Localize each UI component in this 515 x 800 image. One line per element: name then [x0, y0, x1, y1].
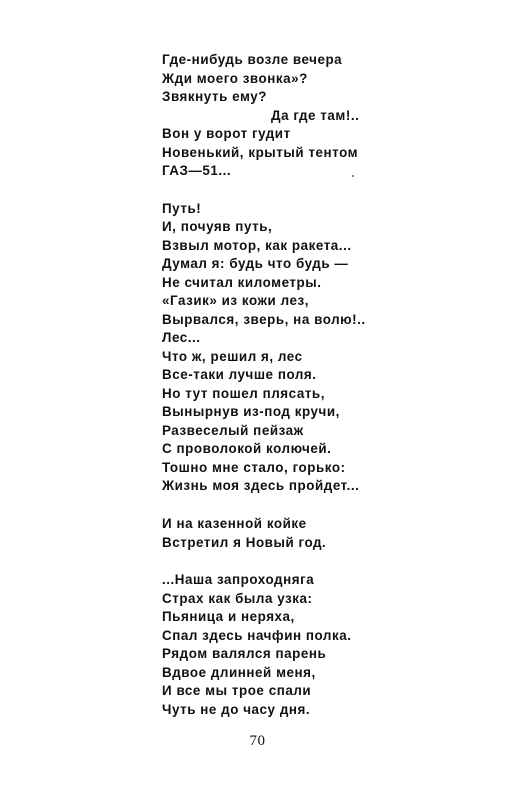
poem-line: Думал я: будь что будь —	[162, 256, 349, 271]
poem-line: Развеселый пейзаж	[162, 423, 304, 438]
poem-line: Не считал километры.	[162, 275, 322, 290]
poem-line: «Газик» из кожи лез,	[162, 293, 309, 308]
poem-line: Что ж, решил я, лес	[162, 349, 303, 364]
poem-line: Жизнь моя здесь пройдет...	[162, 478, 360, 493]
poem-line: Лес...	[162, 330, 201, 345]
poem-line: И, почуяв путь,	[162, 219, 273, 234]
poem-line: С проволокой колючей.	[162, 441, 332, 456]
poem-line: ГАЗ—51...	[162, 163, 232, 178]
page-number: 70	[249, 733, 266, 749]
poem-line: Рядом валялся парень	[162, 646, 327, 661]
poem-line: Вон у ворот гудит	[162, 126, 291, 141]
poem-line: Да где там!..	[271, 108, 360, 123]
poem-line: Чуть не до часу дня.	[162, 702, 311, 717]
poem-line: Встретил я Новый год.	[162, 535, 327, 550]
poem-line: Где-нибудь возле вечера	[162, 52, 343, 67]
poem-line: Тошно мне стало, горько:	[162, 460, 346, 475]
poem-line: Звякнуть ему?	[162, 89, 267, 104]
poem-line: Страх как была узка:	[162, 591, 313, 606]
print-speck	[352, 175, 354, 177]
poem-line: Пьяница и неряха,	[162, 609, 295, 624]
poem-line: Спал здесь начфин полка.	[162, 628, 352, 643]
poem-line: Путь!	[162, 201, 202, 216]
poem-line: Новенький, крытый тентом	[162, 145, 359, 160]
poem-line: Взвыл мотор, как ракета...	[162, 238, 352, 253]
poem-line: И все мы трое спали	[162, 683, 312, 698]
poem-line: Жди моего звонка»?	[162, 71, 308, 86]
poem-line: Но тут пошел плясать,	[162, 386, 325, 401]
poem-line: Все-таки лучше поля.	[162, 367, 317, 382]
poem-line: Вдвое длинней меня,	[162, 665, 316, 680]
poem-line: И на казенной койке	[162, 516, 307, 531]
poem-line: ...Наша запроходняга	[162, 572, 315, 587]
poem-line: Вырвался, зверь, на волю!..	[162, 312, 366, 327]
poem-line: Вынырнув из-под кручи,	[162, 404, 340, 419]
